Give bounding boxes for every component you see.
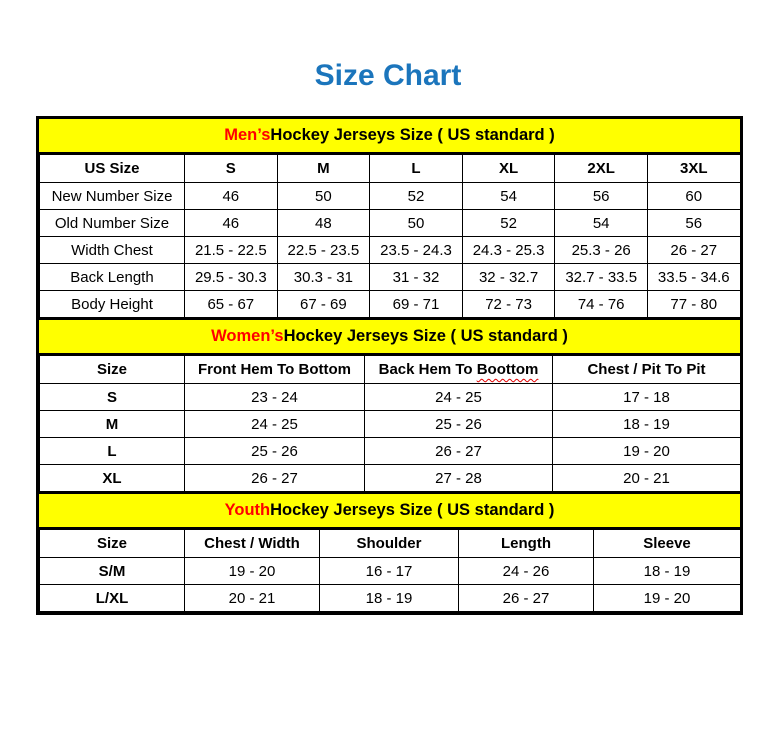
size-chart-page (0, 58, 776, 615)
row-label: XL (40, 465, 185, 492)
size-value-cell: 19 - 20 (553, 438, 741, 465)
size-value-cell: 56 (647, 210, 740, 237)
size-value-cell: 46 (185, 183, 278, 210)
row-label: Body Height (40, 291, 185, 318)
row-label: L/XL (40, 585, 185, 612)
size-value-cell: 18 - 19 (594, 558, 741, 585)
size-value-cell: 18 - 19 (320, 585, 459, 612)
table-row (40, 585, 741, 612)
size-value-cell: 54 (462, 183, 555, 210)
table-row (40, 558, 741, 585)
table-row (40, 183, 741, 210)
column-header-misspelled (365, 356, 553, 384)
size-value-cell: 16 - 17 (320, 558, 459, 585)
size-value-cell: 26 - 27 (459, 585, 594, 612)
row-label: Width Chest (40, 237, 185, 264)
size-value-cell: 32 - 32.7 (462, 264, 555, 291)
table-row (40, 237, 741, 264)
size-value-cell: 27 - 28 (365, 465, 553, 492)
size-value-cell: 26 - 27 (365, 438, 553, 465)
banner-highlight-youth: Youth (224, 501, 271, 519)
row-label: Old Number Size (40, 210, 185, 237)
size-value-cell: 25 - 26 (365, 411, 553, 438)
banner-text-womens: Hockey Jerseys Size ( US standard ) (283, 327, 568, 345)
table-row (40, 465, 741, 492)
table-row (40, 411, 741, 438)
size-value-cell: 24 - 26 (459, 558, 594, 585)
size-chart-block (36, 116, 743, 615)
size-value-cell: 60 (647, 183, 740, 210)
size-value-cell: 74 - 76 (555, 291, 648, 318)
size-value-cell: 21.5 - 22.5 (185, 237, 278, 264)
size-value-cell: 19 - 20 (185, 558, 320, 585)
column-header: XL (462, 155, 555, 183)
mens-header-row (40, 155, 741, 183)
table-row (40, 384, 741, 411)
row-label: S (40, 384, 185, 411)
youth-header-row (40, 530, 741, 558)
row-label: New Number Size (40, 183, 185, 210)
banner-highlight-womens: Women’s (211, 327, 284, 345)
size-value-cell: 52 (462, 210, 555, 237)
size-value-cell: 22.5 - 23.5 (277, 237, 370, 264)
column-header: Length (459, 530, 594, 558)
size-value-cell: 52 (370, 183, 463, 210)
size-value-cell: 20 - 21 (553, 465, 741, 492)
size-value-cell: 69 - 71 (370, 291, 463, 318)
column-header: Chest / Width (185, 530, 320, 558)
mens-size-table (39, 154, 741, 318)
size-value-cell: 56 (555, 183, 648, 210)
column-header: Shoulder (320, 530, 459, 558)
row-label: S/M (40, 558, 185, 585)
page-title: Size Chart (314, 59, 462, 92)
size-value-cell: 46 (185, 210, 278, 237)
size-value-cell: 26 - 27 (185, 465, 365, 492)
section-banner-youth (39, 492, 740, 529)
column-header: Size (40, 356, 185, 384)
size-value-cell: 72 - 73 (462, 291, 555, 318)
size-value-cell: 77 - 80 (647, 291, 740, 318)
column-header: 3XL (647, 155, 740, 183)
section-banner-mens (39, 119, 740, 154)
size-value-cell: 30.3 - 31 (277, 264, 370, 291)
size-value-cell: 32.7 - 33.5 (555, 264, 648, 291)
size-value-cell: 31 - 32 (370, 264, 463, 291)
size-value-cell: 24 - 25 (185, 411, 365, 438)
womens-header-row (40, 356, 741, 384)
size-value-cell: 24 - 25 (365, 384, 553, 411)
section-banner-womens (39, 318, 740, 355)
column-header: Chest / Pit To Pit (553, 356, 741, 384)
row-label: M (40, 411, 185, 438)
size-value-cell: 18 - 19 (553, 411, 741, 438)
size-value-cell: 25 - 26 (185, 438, 365, 465)
banner-text-mens: Hockey Jerseys Size ( US standard ) (270, 126, 555, 144)
row-label: L (40, 438, 185, 465)
row-label: Back Length (40, 264, 185, 291)
size-value-cell: 54 (555, 210, 648, 237)
size-value-cell: 50 (370, 210, 463, 237)
misspelled-word: Boottom (476, 361, 539, 378)
column-header: L (370, 155, 463, 183)
size-value-cell: 20 - 21 (185, 585, 320, 612)
column-header: Sleeve (594, 530, 741, 558)
size-value-cell: 33.5 - 34.6 (647, 264, 740, 291)
header-text-prefix: Back Hem To (378, 361, 477, 378)
size-value-cell: 50 (277, 183, 370, 210)
size-value-cell: 65 - 67 (185, 291, 278, 318)
size-value-cell: 23 - 24 (185, 384, 365, 411)
column-header: 2XL (555, 155, 648, 183)
size-value-cell: 67 - 69 (277, 291, 370, 318)
size-value-cell: 23.5 - 24.3 (370, 237, 463, 264)
size-value-cell: 19 - 20 (594, 585, 741, 612)
size-value-cell: 48 (277, 210, 370, 237)
table-row (40, 264, 741, 291)
column-header: S (185, 155, 278, 183)
column-header: M (277, 155, 370, 183)
size-value-cell: 29.5 - 30.3 (185, 264, 278, 291)
size-value-cell: 24.3 - 25.3 (462, 237, 555, 264)
banner-text-youth: Hockey Jerseys Size ( US standard ) (270, 501, 555, 519)
table-row (40, 291, 741, 318)
youth-size-table (39, 529, 741, 612)
column-header: Size (40, 530, 185, 558)
table-row (40, 438, 741, 465)
size-value-cell: 25.3 - 26 (555, 237, 648, 264)
table-row (40, 210, 741, 237)
banner-highlight-mens: Men’s (224, 126, 271, 144)
column-header: US Size (40, 155, 185, 183)
size-value-cell: 26 - 27 (647, 237, 740, 264)
column-header: Front Hem To Bottom (185, 356, 365, 384)
womens-size-table (39, 355, 741, 492)
size-value-cell: 17 - 18 (553, 384, 741, 411)
